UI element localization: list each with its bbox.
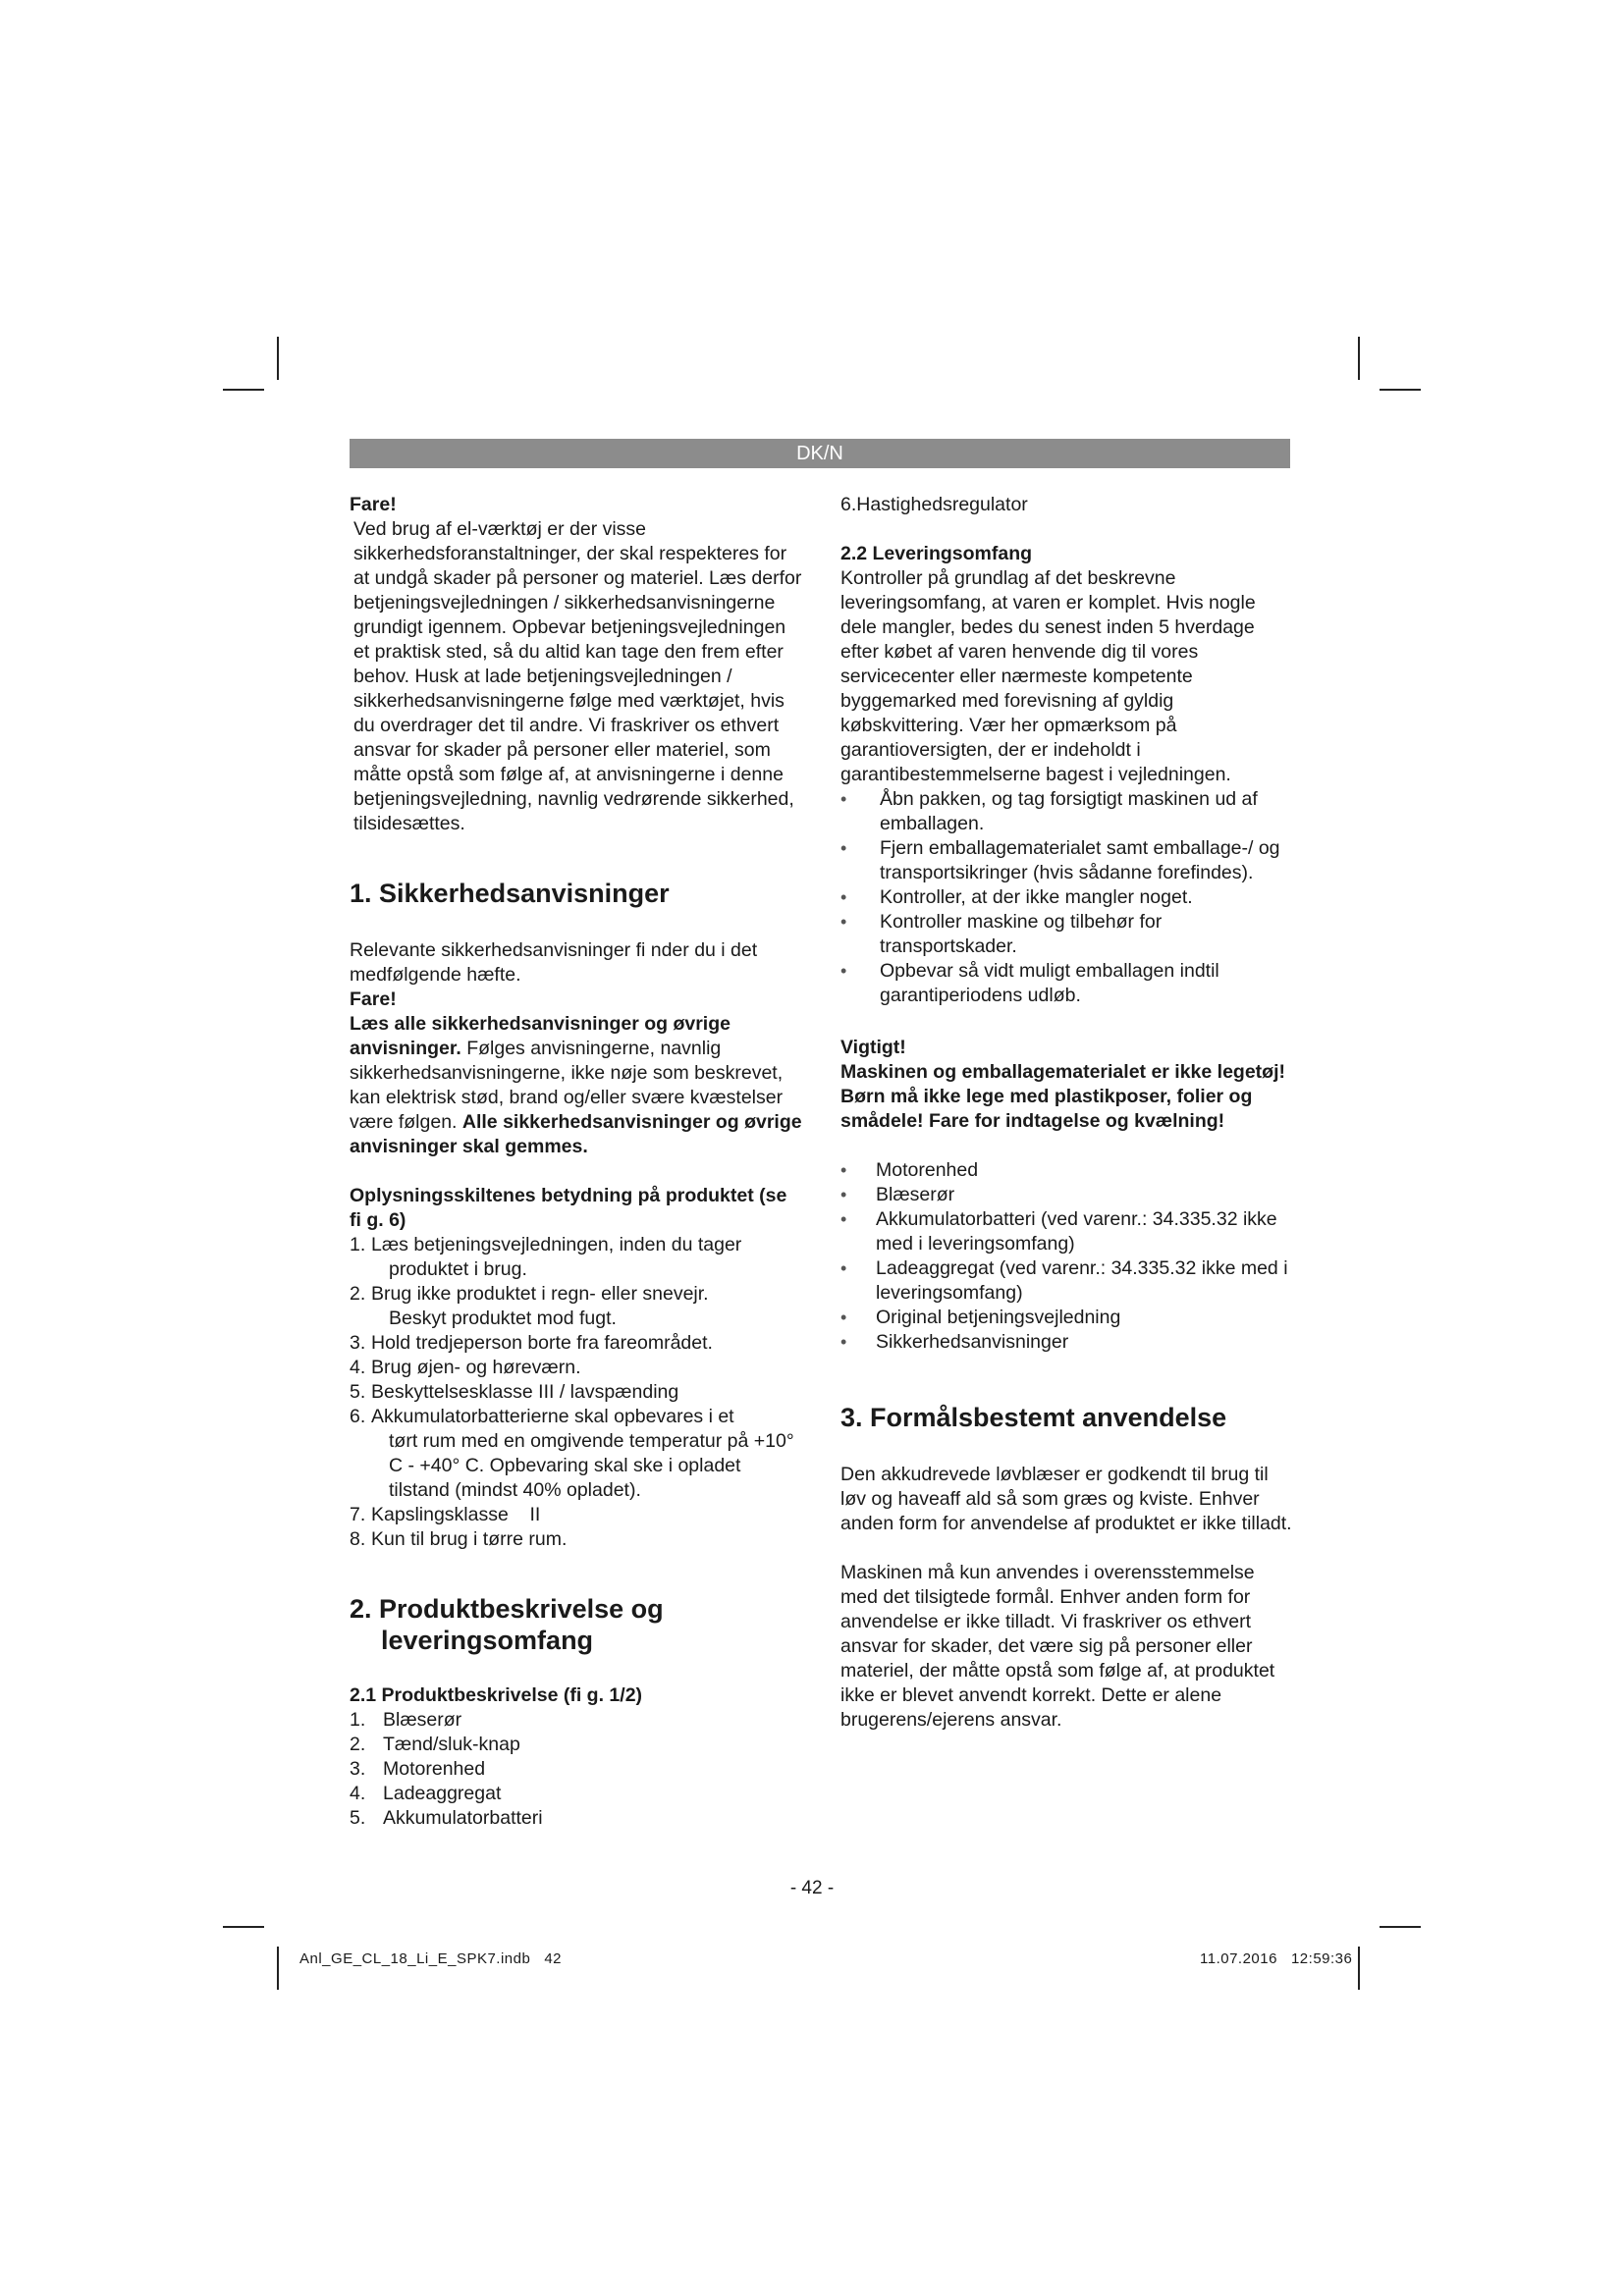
contents-list bbox=[840, 1158, 1294, 1355]
list-item bbox=[350, 1733, 803, 1757]
list-item: • Ladeaggregat (ved varenr.: 34.335.32 ikke med i leveringsomfang) bbox=[840, 1256, 1294, 1306]
item-number: 2. bbox=[350, 1283, 366, 1305]
section-3-paragraph-2: Maskinen må kun anvendes i overensstemmelse med det tilsigtede formål. Enhver anden form for anvendelse er ikke tilladt. Vi fraskriver os ethvert ansvar for skader, det være sig på personer eller materiel, der måtte opstå som følge af, at produktet ikke er blevet anvendt korrekt. Dette er alene brugerens/ejerens ansvar. bbox=[840, 1562, 1275, 1731]
list-item bbox=[350, 1233, 803, 1282]
item-text: Kapslingsklasse II bbox=[371, 1504, 541, 1525]
item-number: 8. bbox=[350, 1528, 366, 1550]
list-item: • Sikkerhedsanvisninger bbox=[840, 1330, 1294, 1355]
danger-title: Fare! bbox=[350, 494, 397, 515]
warning-bold-1: Læs alle sikkerhedsanvisninger og øvrige anvisninger. bbox=[350, 1013, 731, 1059]
page-number: - 42 - bbox=[789, 1878, 835, 1898]
item-number: 5. bbox=[350, 1381, 366, 1403]
unpacking-steps-list bbox=[840, 787, 1294, 1008]
left-column bbox=[350, 493, 803, 1831]
item-number: 3. bbox=[350, 1332, 366, 1354]
item-number: 1. bbox=[350, 1709, 366, 1731]
footer-filename: Anl_GE_CL_18_Li_E_SPK7.indb 42 bbox=[299, 1950, 563, 1967]
footer-timestamp: 11.07.2016 12:59:36 bbox=[1200, 1950, 1353, 1967]
list-item: • Blæserør bbox=[840, 1183, 1294, 1207]
list-item bbox=[350, 1282, 803, 1331]
item-number: 6. bbox=[350, 1406, 366, 1427]
crop-mark-bottom-left-horizontal bbox=[223, 1926, 264, 1928]
item-text: Ladeaggregat bbox=[383, 1783, 502, 1804]
item-text-continued: Beskyt produktet mod fugt. bbox=[389, 1308, 617, 1329]
list-item: • Fjern emballagematerialet samt emballage-/ og transportsikringer (hvis sådanne forefindes). bbox=[840, 836, 1294, 885]
crop-mark-bottom-right-horizontal bbox=[1380, 1926, 1421, 1928]
language-header: DK/N bbox=[350, 439, 1290, 468]
crop-mark-top-left-horizontal bbox=[223, 389, 264, 391]
list-item: • Original betjeningsvejledning bbox=[840, 1306, 1294, 1330]
item-text: Tænd/sluk-knap bbox=[383, 1734, 520, 1755]
intro-paragraph: Ved brug af el-værktøj er der visse sikkerhedsforanstaltninger, der skal respekteres for at undgå skader på personer og materiel. Læs derfor betjeningsvejledningen / sikkerhedsanvisningerne grundigt igennem. Opbevar betjeningsvejledningen et praktisk sted, så du altid kan tage den frem efter behov. Husk at lade betjeningsvejledningen / sikkerhedsanvisningerne følge med værktøjet, hvis du overdrager det til andre. Vi fraskriver os ethvert ansvar for skader på personer eller materiel, som måtte opstå som følge af, at anvisningerne i denne betjeningsvejledning, navnlig vedrørende sikkerhed, tilsidesættes. bbox=[353, 518, 802, 834]
list-item: • Kontroller, at der ikke mangler noget. bbox=[840, 885, 1294, 910]
list-item: • Opbevar så vidt muligt emballagen indtil garantiperiodens udløb. bbox=[840, 959, 1294, 1008]
warning-paragraph bbox=[350, 1012, 803, 1159]
list-item bbox=[350, 1527, 803, 1552]
crop-mark-top-left-vertical bbox=[277, 337, 279, 380]
item-number: 7. bbox=[350, 1504, 366, 1525]
section-3-heading: 3. Formålsbestemt anvendelse bbox=[840, 1403, 1227, 1432]
list-item: • Akkumulatorbatteri (ved varenr.: 34.335.32 ikke med i leveringsomfang) bbox=[840, 1207, 1294, 1256]
item-number: 5. bbox=[350, 1807, 366, 1829]
section-2-heading-line-1: 2. Produktbeskrivelse og bbox=[350, 1594, 664, 1624]
delivery-paragraph: Kontroller på grundlag af det beskrevne leveringsomfang, at varen er komplet. Hvis nogle dele mangler, bedes du senest inden 5 hverdage efter købet af varen henvende dig til vores servicecenter eller nærmeste kompetente byggemarked med forevisning af gyldig købskvittering. Vær her opmærksom på garantioversigten, der er indeholdt i garantibestemmelserne bagest i vejledningen. bbox=[840, 567, 1256, 785]
item-number: 1. bbox=[350, 1234, 366, 1255]
list-item: • Åbn pakken, og tag forsigtigt maskinen ud af emballagen. bbox=[840, 787, 1294, 836]
part-6-item: 6.Hastighedsregulator bbox=[840, 494, 1028, 515]
list-item bbox=[350, 1503, 803, 1527]
section-3-paragraph-1: Den akkudrevede løvblæser er godkendt til brug til løv og haveaff ald så som græs og kviste. Enhver anden form for anvendelse af produktet er ikke tilladt. bbox=[840, 1464, 1292, 1534]
important-title: Vigtigt! bbox=[840, 1037, 906, 1058]
item-number: 4. bbox=[350, 1783, 366, 1804]
item-number: 4. bbox=[350, 1357, 366, 1378]
item-text: Brug øjen- og høreværn. bbox=[371, 1357, 581, 1378]
item-text: Kun til brug i tørre rum. bbox=[371, 1528, 568, 1550]
item-number: 2. bbox=[350, 1734, 366, 1755]
item-number: 3. bbox=[350, 1758, 366, 1780]
crop-mark-bottom-left-vertical bbox=[277, 1947, 279, 1990]
subsection-2-2-heading: 2.2 Leveringsomfang bbox=[840, 543, 1033, 564]
section-2-heading-line-2: leveringsomfang bbox=[381, 1626, 594, 1655]
item-text-continued: tørt rum med en omgivende temperatur på +10° C - +40° C. Opbevaring skal ske i opladet tilstand (mindst 40% opladet). bbox=[389, 1430, 794, 1501]
item-text: Hold tredjeperson borte fra fareområdet. bbox=[371, 1332, 713, 1354]
list-item bbox=[350, 1380, 803, 1405]
list-item bbox=[350, 1806, 803, 1831]
section-1-heading: 1. Sikkerhedsanvisninger bbox=[350, 879, 670, 908]
danger-title-2: Fare! bbox=[350, 988, 397, 1010]
item-text: Brug ikke produktet i regn- eller snevejr. bbox=[371, 1283, 709, 1305]
warning-bold-2: Alle sikkerhedsanvisninger og øvrige anvisninger skal gemmes. bbox=[350, 1111, 802, 1157]
important-text: Maskinen og emballagematerialet er ikke legetøj! Børn må ikke lege med plastikposer, folier og smådele! Fare for indtagelse og kvælning! bbox=[840, 1061, 1286, 1132]
crop-mark-bottom-right-vertical bbox=[1358, 1947, 1360, 1990]
signs-heading: Oplysningsskiltenes betydning på produktet (se fi g. 6) bbox=[350, 1185, 787, 1231]
list-item bbox=[350, 1782, 803, 1806]
list-item bbox=[350, 1757, 803, 1782]
section-2-heading bbox=[350, 1593, 803, 1656]
item-text: Læs betjeningsvejledningen, inden du tager bbox=[371, 1234, 742, 1255]
item-text: Beskyttelsesklasse III / lavspænding bbox=[371, 1381, 679, 1403]
item-text: Akkumulatorbatterierne skal opbevares i et bbox=[371, 1406, 734, 1427]
signs-list bbox=[350, 1233, 803, 1552]
section-1-text: Relevante sikkerhedsanvisninger fi nder du i det medfølgende hæfte. bbox=[350, 939, 758, 986]
list-item bbox=[350, 1356, 803, 1380]
item-text: Akkumulatorbatteri bbox=[383, 1807, 543, 1829]
item-text: Blæserør bbox=[383, 1709, 462, 1731]
right-column bbox=[840, 493, 1294, 1733]
crop-mark-top-right-horizontal bbox=[1380, 389, 1421, 391]
item-text: Motorenhed bbox=[383, 1758, 486, 1780]
item-text-continued: produktet i brug. bbox=[389, 1258, 527, 1280]
list-item bbox=[350, 1331, 803, 1356]
crop-mark-top-right-vertical bbox=[1358, 337, 1360, 380]
warning-text: Følges anvisningerne, navnlig sikkerhedsanvisningerne, ikke nøje som beskrevet, kan elektrisk stød, brand og/eller svære kvæstelser være følgen. bbox=[350, 1038, 784, 1133]
list-item: • Kontroller maskine og tilbehør for transportskader. bbox=[840, 910, 1294, 959]
list-item bbox=[350, 1708, 803, 1733]
list-item bbox=[350, 1405, 803, 1503]
subsection-2-1-heading: 2.1 Produktbeskrivelse (fi g. 1/2) bbox=[350, 1684, 643, 1706]
parts-list bbox=[350, 1708, 803, 1831]
list-item: • Motorenhed bbox=[840, 1158, 1294, 1183]
